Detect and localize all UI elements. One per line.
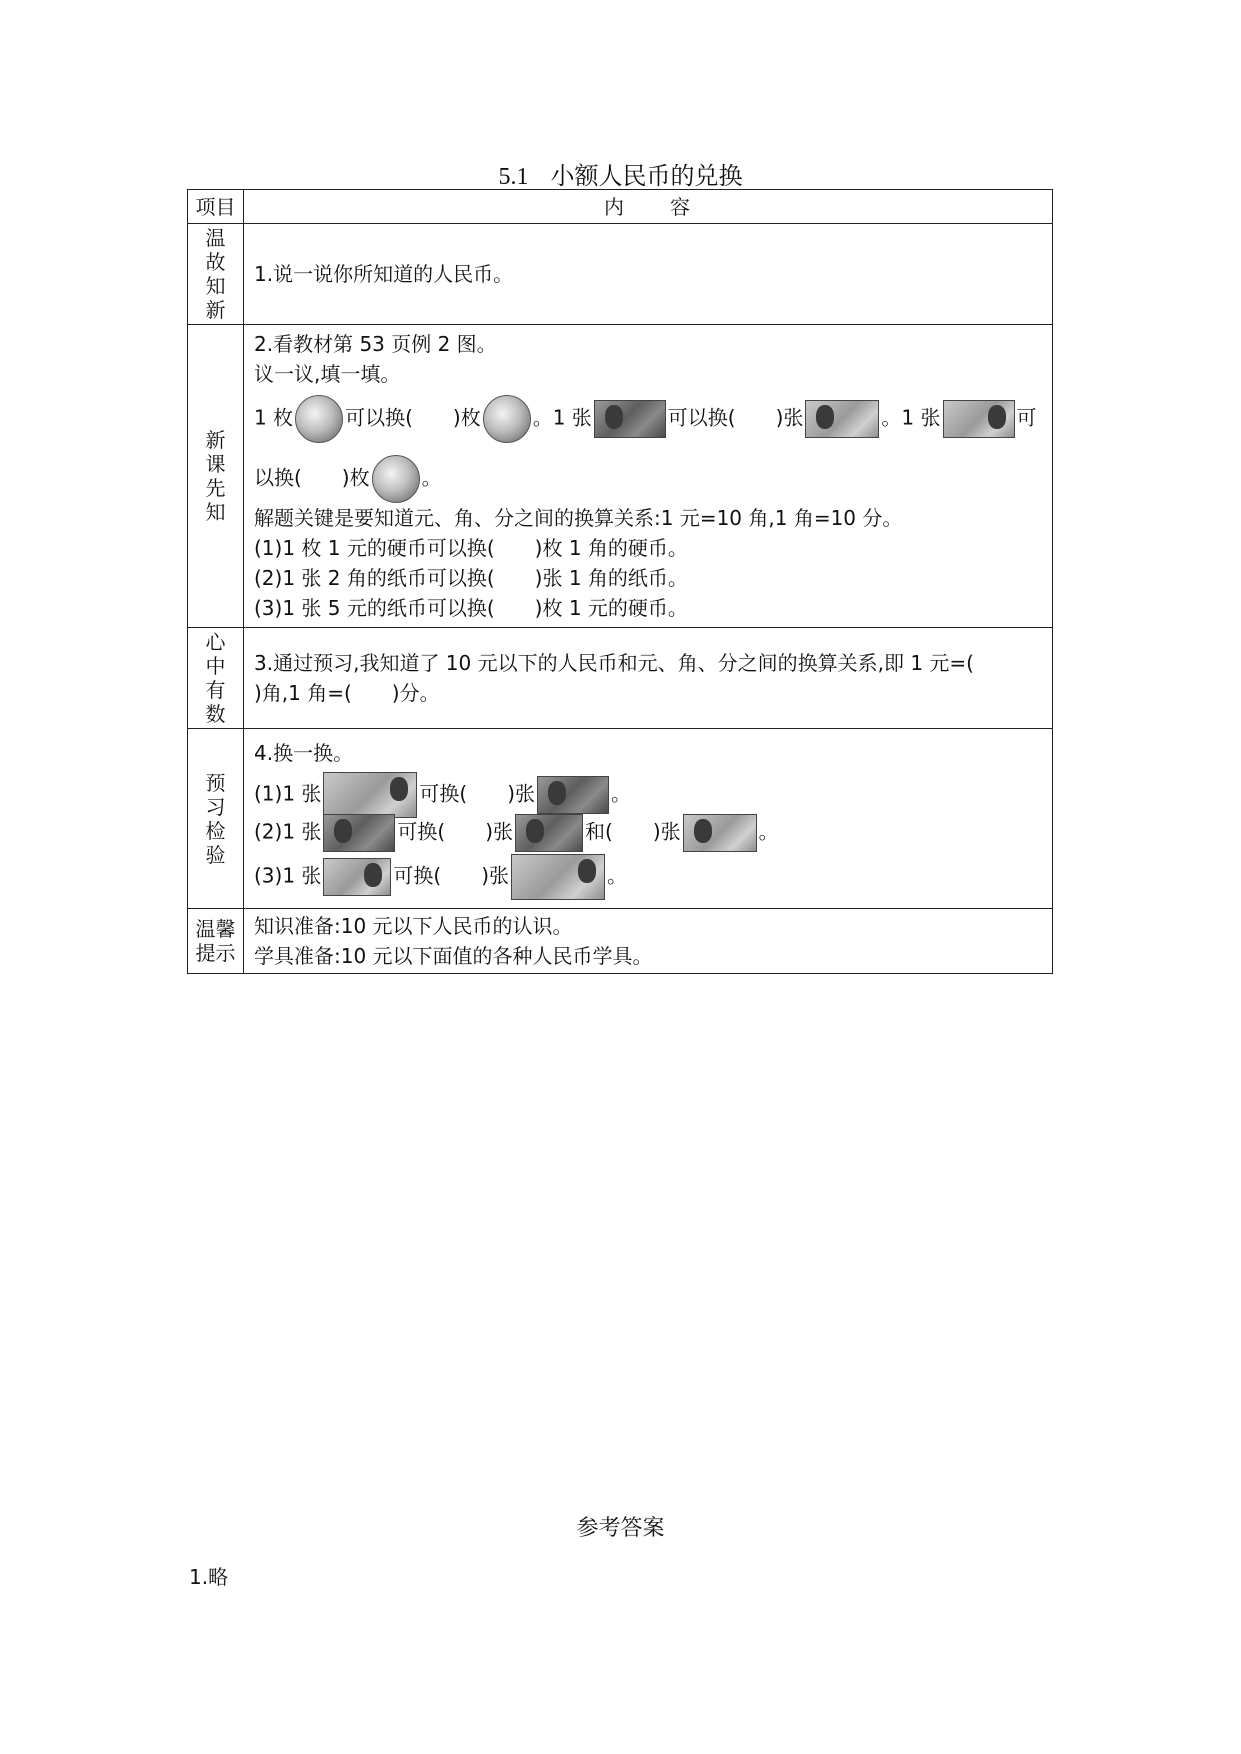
one-yuan-note-icon xyxy=(323,772,417,818)
header-content: 内 容 xyxy=(244,190,1053,224)
review-line-1: 1.说一说你所知道的人民币。 xyxy=(254,262,514,286)
check-q1-a: (1)1 张 xyxy=(254,781,322,805)
check-q3-c: 。 xyxy=(607,863,628,887)
preview-l3-e: 。1 张 xyxy=(881,405,941,430)
check-q3-a: (3)1 张 xyxy=(254,863,322,887)
section-title: 小额人民币的兑换 xyxy=(550,162,743,190)
preview-line-2: 议一议,填一填。 xyxy=(254,362,401,386)
header-item: 项目 xyxy=(188,190,244,224)
row-label-summary: 心 中 有 数 xyxy=(188,628,244,729)
two-jiao-note-icon xyxy=(594,400,666,438)
table-row-check xyxy=(188,729,1053,909)
one-yuan-coin-icon xyxy=(372,455,420,503)
row-content-preview xyxy=(244,325,1053,628)
row-content-check xyxy=(244,729,1053,909)
tips-line-1: 知识准备:10 元以下人民币的认识。 xyxy=(254,914,573,938)
preview-line-4 xyxy=(254,455,1042,503)
check-q2-a: (2)1 张 xyxy=(254,819,322,843)
table-row-review xyxy=(188,224,1053,325)
table-row-tips xyxy=(188,909,1053,974)
check-q1 xyxy=(254,772,1042,818)
page-title xyxy=(0,156,1241,191)
row-content-summary xyxy=(244,628,1053,729)
preview-line-1: 2.看教材第 53 页例 2 图。 xyxy=(254,332,497,356)
preview-l3-f: 可 xyxy=(1016,405,1037,430)
check-q1-b: 可换( )张 xyxy=(419,781,536,805)
preview-l3-b: 可以换( )枚 xyxy=(345,405,481,430)
preview-l4-a: 以换( )枚 xyxy=(254,465,370,490)
row-label-preview: 新 课 先 知 xyxy=(188,325,244,628)
tips-line-2: 学具准备:10 元以下面值的各种人民币学具。 xyxy=(254,944,653,968)
preview-line-7: (2)1 张 2 角的纸币可以换( )张 1 角的纸币。 xyxy=(254,566,688,590)
preview-line-8: (3)1 张 5 元的纸币可以换( )枚 1 元的硬币。 xyxy=(254,596,688,620)
check-q1-c: 。 xyxy=(611,781,632,805)
preview-line-5: 解题关键是要知道元、角、分之间的换算关系:1 元=10 角,1 角=10 分。 xyxy=(254,506,903,530)
five-yuan-note-icon xyxy=(943,400,1015,438)
answers-heading: 参考答案 xyxy=(576,1516,665,1541)
row-label-check: 预 习 检 验 xyxy=(188,729,244,909)
preview-line-3 xyxy=(254,395,1042,443)
one-jiao-note-icon xyxy=(805,400,879,438)
two-jiao-note-icon xyxy=(537,776,609,814)
summary-line-2: )角,1 角=( )分。 xyxy=(254,681,440,705)
one-jiao-note-icon xyxy=(683,814,757,852)
row-label-tips: 温馨 提示 xyxy=(188,909,244,974)
check-q2-c: 和( )张 xyxy=(585,819,681,843)
one-yuan-note-icon xyxy=(511,854,605,900)
row-content-tips xyxy=(244,909,1053,974)
section-number: 5.1 xyxy=(498,164,529,190)
table-row-preview xyxy=(188,325,1053,628)
check-line-1: 4.换一换。 xyxy=(254,740,354,765)
table-header-row xyxy=(188,190,1053,224)
check-q3-b: 可换( )张 xyxy=(393,863,510,887)
check-q2-b: 可换( )张 xyxy=(397,819,514,843)
preview-l3-c: 。1 张 xyxy=(532,405,592,430)
row-content-review xyxy=(244,224,1053,325)
preview-l3-a: 1 枚 xyxy=(254,405,294,430)
preview-l3-d: 可以换( )张 xyxy=(667,405,804,430)
preview-l4-b: 。 xyxy=(421,465,442,490)
one-jiao-coin-icon xyxy=(483,395,531,443)
row-label-review: 温 故 知 新 xyxy=(188,224,244,325)
one-yuan-note-icon xyxy=(323,858,391,896)
table-row-summary xyxy=(188,628,1053,729)
check-q3 xyxy=(254,854,1042,900)
answer-1: 1.略 xyxy=(189,1565,229,1589)
preview-line-6: (1)1 枚 1 元的硬币可以换( )枚 1 角的硬币。 xyxy=(254,536,688,560)
check-q2 xyxy=(254,814,1042,852)
worksheet-table xyxy=(187,189,1053,974)
two-jiao-note-icon xyxy=(515,814,583,852)
two-jiao-note-icon xyxy=(323,814,395,852)
check-q2-d: 。 xyxy=(758,819,779,843)
summary-line-1: 3.通过预习,我知道了 10 元以下的人民币和元、角、分之间的换算关系,即 1 元=( xyxy=(254,651,974,675)
one-yuan-coin-icon xyxy=(295,395,343,443)
